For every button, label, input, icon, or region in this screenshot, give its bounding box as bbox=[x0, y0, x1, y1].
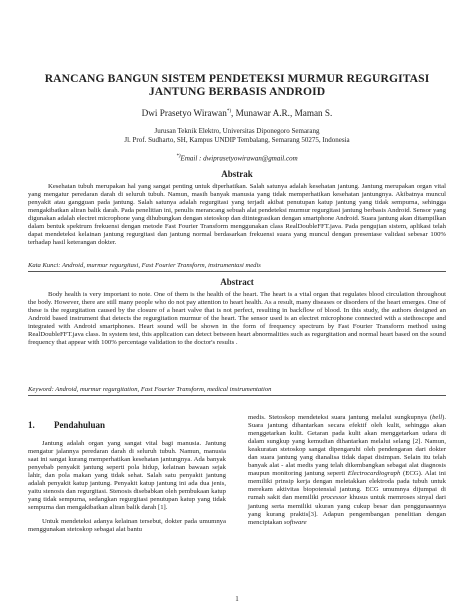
divider-line bbox=[28, 271, 446, 272]
page-number: 1 bbox=[235, 595, 239, 603]
affiliation bbox=[20, 127, 454, 145]
abstract-heading: Abstract bbox=[220, 277, 254, 287]
right-text-a: medis. Stetoskop mendeteksi suara jantung melalui sungkupnya ( bbox=[248, 414, 433, 421]
keywords: Keyword: Android, murmur regurgitation, Fast Fourier Transform, medical instrumentation bbox=[28, 386, 272, 393]
left-paragraph-2: Untuk mendeteksi adanya kelainan tersebut, dokter pada umumnya menggunakan stetoskop sebagai alat bantu bbox=[28, 518, 226, 534]
author-primary-mark: *) bbox=[226, 108, 232, 114]
right-text-processor: processor bbox=[320, 494, 347, 502]
left-column bbox=[28, 440, 226, 535]
abstrak-body: Kesehatan tubuh merupakan hal yang sangat penting untuk diperhatikan. Salah satunya adalah kesehatan jantung. Jantung merupakan organ vital yang mengatur peredaran darah di seluruh tubuh. Namun, masih banyak manusia yang tidak memperhatikan kesehatan jantungnya. Akibatnya muncul penyakit atau gangguan pada jantung. Salah satunya adalah regurgitasi yang terjadi akibat penutupan katup jantung yang tidak sempurna, sehingga mengakibatkan aliran balik darah. Pada penelitian ini, penulis merancang sebuah alat pendeteksi murmur regurgitasi jantung berbasis Android. Sensor yang digunakan adalah electret microphone yang dihubungkan dengan stetoskop dan diintegrasikan dengan smartphone Android. Suara jantung akan ditampilkan dalam bentuk spektrum frekuensi dengan metode Fast Fourier Transform menggunakan class RealDoubleFFT.java. Pada pengujian sistem, aplikasi telah dapat mendeteksi kelainan jantung regurgitasi dan jantung normal berdasarkan frekuensi suara yang muncul dengan presentase validasi sebesar 100% terhadap hasil keterangan dokter. bbox=[28, 183, 446, 247]
author-others: , Munawar A.R., Maman S. bbox=[231, 108, 333, 118]
kata-kunci: Kata Kunci: Android, murmur regurgitasi, Fast Fourier Transform, instrumentasi medis bbox=[28, 262, 261, 269]
email-mark: *) bbox=[176, 154, 181, 159]
email-text: Email : dwiprasetyowirawan@gmail.com bbox=[180, 154, 298, 163]
section-title: Pendahuluan bbox=[54, 420, 106, 430]
right-text-d: khusus untuk memroses sinyal dari jantung serta memiliki ukuran yang cukup besar dan penggunaannya yang kurang praktis[3]. Adapun pengembangan penelitian dengan menciptakan bbox=[248, 494, 446, 526]
right-column bbox=[248, 414, 446, 527]
title-line-2: JANTUNG BERBASIS ANDROID bbox=[148, 85, 326, 98]
divider-line bbox=[28, 395, 446, 396]
affiliation-line-1: Jurusan Teknik Elektro, Universitas Diponegoro Semarang bbox=[154, 127, 320, 135]
title-line-1: RANCANG BANGUN SISTEM PENDETEKSI MURMUR REGURGITASI bbox=[44, 72, 430, 85]
right-text-ecg: Electrocardiograph bbox=[347, 470, 401, 478]
affiliation-line-2: Jl. Prof. Sudharto, SH, Kampus UNDIP Tembalang, Semarang 50275, Indonesia bbox=[124, 136, 350, 144]
corresponding-email bbox=[20, 154, 454, 162]
section-number: 1. bbox=[28, 420, 35, 430]
author-list bbox=[20, 108, 454, 118]
section-heading bbox=[28, 420, 105, 430]
paper-title bbox=[20, 72, 454, 98]
abstrak-heading: Abstrak bbox=[221, 169, 253, 179]
author-primary: Dwi Prasetyo Wirawan bbox=[141, 108, 227, 118]
abstract-body: Body health is very important to note. One of them is the health of the heart. The heart is a vital organ that regulates blood circulation throughout the body. However, there are still many people who do not pay attention to heart health. As a result, many diseases or disorders of the heart emerges. One of these is the regurgitation caused by the closure of a heart valve that is not perfect, resulting in backflow of blood. In this study, the authors designed an Android based instrument that detects the regurgitation murmur of the heart. The sensor used is an electret microphone connected with a stethoscope and integrated with Android smartphones. Heart sound will be shown in the form of frequency spectrum by Fast Fourier Transform method using RealDoubleFFT.java class. In system test, this application can detect between heart abnormalities such as regurgitation and normal heart based on the sound frequency that appear with 100% percentage validation to the doctor's results . bbox=[28, 291, 446, 347]
right-text-bell: bell bbox=[432, 414, 443, 421]
left-paragraph-1: Jantung adalah organ yang sangat vital bagi manusia. Jantung mengatur jalannya peredaran darah di seluruh tubuh. Namun, manusia saat ini sangat kurang memperhatikan kesehatan jantungnya. Ada banyak penyebab penyakit jantung seperti pola hidup, kelainan bawaan sejak lahir, dan pola makan yang tidak sehat. Salah satu penyakit jantung adalah penyakit katup jantung. Penyakit katup jantung ini ada dua jenis, yaitu stenosis dan regurgitasi. Stenosis disebabkan oleh pembukaan katup yang tidak sempurna, sedangkan regurgitasi penutupan katup yang tidak sempurna dan mengakibatkan aliran balik darah [1]. bbox=[28, 440, 226, 512]
right-text-c: (ECG). Alat ini memiliki prinsip kerja dengan meletakkan elektroda pada tubuh untuk merekam aktivitas biopotensial jantung. ECG umumnya dijumpai di rumah sakit dan memiliki bbox=[248, 470, 446, 502]
right-text-software: software bbox=[283, 518, 307, 526]
right-text-b: ). Suara jantung dihantarkan secara efektif oleh kulit, sehingga akan menggetarkan kulit. Getaran pada kulit akan menggetarkan udara di dalam sungkup yang kemudian dihantarkan melalui selang [2]. Namun, keakuratan stetoskop sangat dipengaruhi oleh pendengaran dari dokter dan suara jantung yang dianalisa tidak dapat disimpan. Selain itu telah banyak alat - alat medis yang telah dikembangkan sebagai alat diagnosis maupun monitoring jantung seperti bbox=[248, 414, 446, 478]
right-paragraph-1 bbox=[248, 414, 446, 527]
